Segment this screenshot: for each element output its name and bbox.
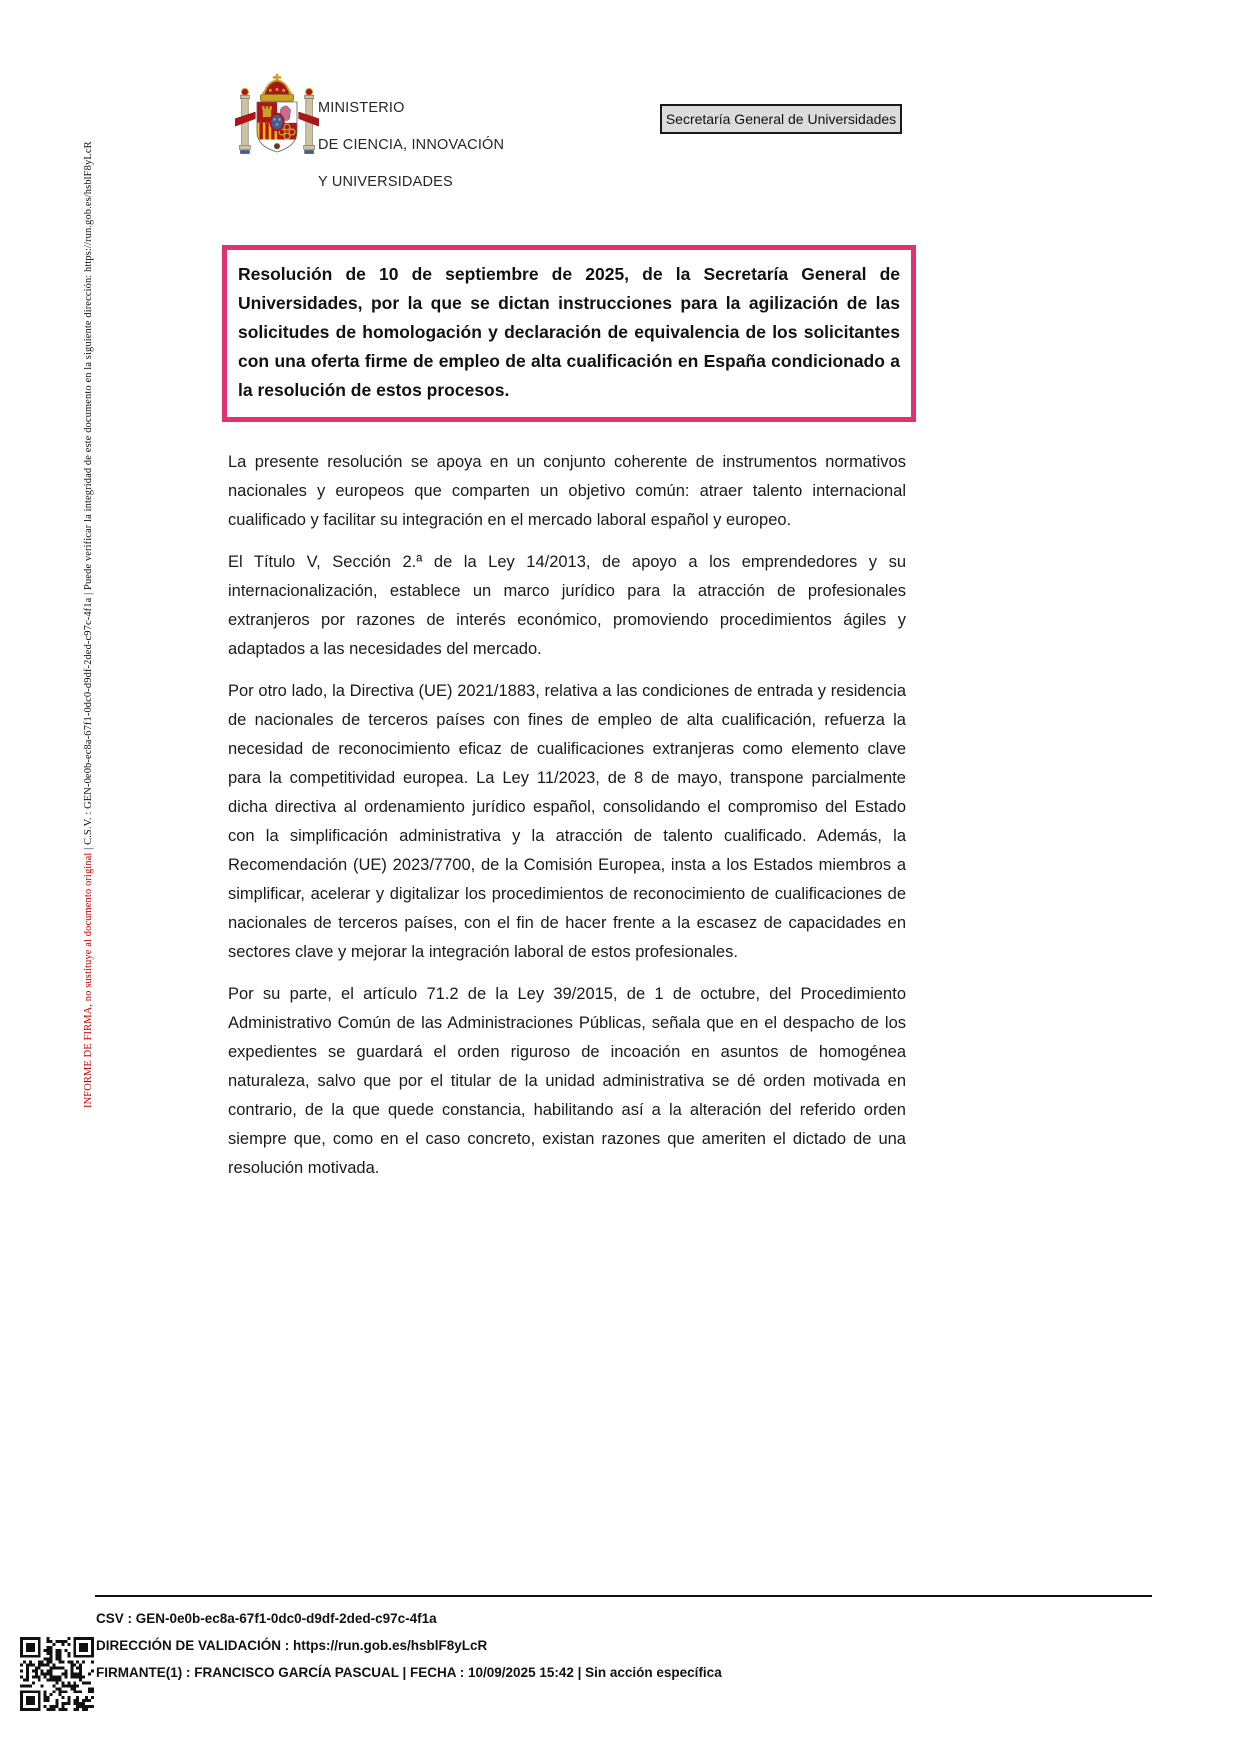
paragraph: La presente resolución se apoya en un conjunto coherente de instrumentos normativos nacionales y europeos que comparten un objetivo común: atraer talento internacional cualificado y facilitar su integración en el mercado laboral español y europeo.	[228, 453, 906, 529]
sidebar-black-text: | C.S.V. : GEN-0e0b-ec8a-67f1-0dc0-d9df-2ded-c97c-4f1a | Puede verificar la integridad de este documento en la siguiente dirección: https://run.gob.es/hsblF8yLcR	[83, 141, 94, 853]
paragraph: Por su parte, el artículo 71.2 de la Ley 39/2015, de 1 de octubre, del Procedimiento Administrativo Común de las Administraciones Públicas, señala que en el despacho de los expedientes se guardará el orden riguroso de incoación en asuntos de homogénea naturaleza, salvo que por el titular de la unidad administrativa se dé orden motivada en contrario, de la que quede constancia, habilitando así a la alteración del referido orden siempre que, como en el caso concreto, existan razones que ameriten el dictado de una resolución motivada.	[228, 985, 906, 1177]
footer-validation-block	[96, 1605, 1152, 1686]
signature-report-sidebar	[76, 86, 102, 1108]
resolution-title-box	[222, 245, 916, 422]
ministry-line-3: Y UNIVERSIDADES	[318, 174, 453, 190]
footer-signer-line: FIRMANTE(1) : FRANCISCO GARCÍA PASCUAL | FECHA : 10/09/2025 15:42 | Sin acción específica	[96, 1665, 722, 1680]
unit-label: Secretaría General de Universidades	[665, 111, 897, 127]
qr-code	[20, 1637, 94, 1711]
ministry-name	[318, 99, 504, 192]
footer-validation-line: DIRECCIÓN DE VALIDACIÓN : https://run.gob.es/hsblF8yLcR	[96, 1638, 488, 1653]
unit-label-box	[660, 104, 902, 134]
royal-crown	[260, 74, 293, 102]
ministry-line-1: MINISTERIO	[318, 100, 405, 116]
ministry-line-2: DE CIENCIA, INNOVACIÓN	[318, 137, 505, 153]
resolution-title: Resolución de 10 de septiembre de 2025, de la Secretaría General de Universidades, por la que se dictan instrucciones para la agilización de las solicitudes de homologación y declaración de equivalencia de los solicitantes con una oferta firme de empleo de alta cualificación en España condicionado a la resolución de estos procesos.	[238, 264, 900, 400]
spain-coat-of-arms-icon	[231, 72, 323, 172]
right-pillar	[299, 89, 319, 154]
document-body	[228, 448, 906, 1196]
paragraph: El Título V, Sección 2.ª de la Ley 14/2013, de apoyo a los emprendedores y su internacionalización, establece un marco jurídico para la atracción de profesionales extranjeros por razones de interés económico, promoviendo procedimientos ágiles y adaptados a las necesidades del mercado.	[228, 553, 906, 658]
footer-csv-line: CSV : GEN-0e0b-ec8a-67f1-0dc0-d9df-2ded-c97c-4f1a	[96, 1611, 437, 1626]
left-pillar	[235, 89, 255, 154]
paragraph: Por otro lado, la Directiva (UE) 2021/1883, relativa a las condiciones de entrada y residencia de nacionales de terceros países con fines de empleo de alta cualificación, refuerza la necesidad de reconocimiento eficaz de cualificaciones extranjeras como elemento clave para la competitividad europea. La Ley 11/2023, de 8 de mayo, transpone parcialmente dicha directiva al ordenamiento jurídico español, consolidando el compromiso del Estado con la simplificación administrativa y la atracción de talento cualificado. Además, la Recomendación (UE) 2023/7700, de la Comisión Europea, insta a los Estados miembros a simplificar, acelerar y digitalizar los procedimientos de reconocimiento de cualificaciones de nacionales de terceros países, con el fin de hacer frente a la escasez de capacidades en sectores clave y mejorar la integración laboral de estos profesionales.	[228, 682, 906, 961]
footer-divider	[95, 1595, 1152, 1597]
sidebar-red-text: INFORME DE FIRMA, no sustituye al documento original	[83, 852, 94, 1108]
